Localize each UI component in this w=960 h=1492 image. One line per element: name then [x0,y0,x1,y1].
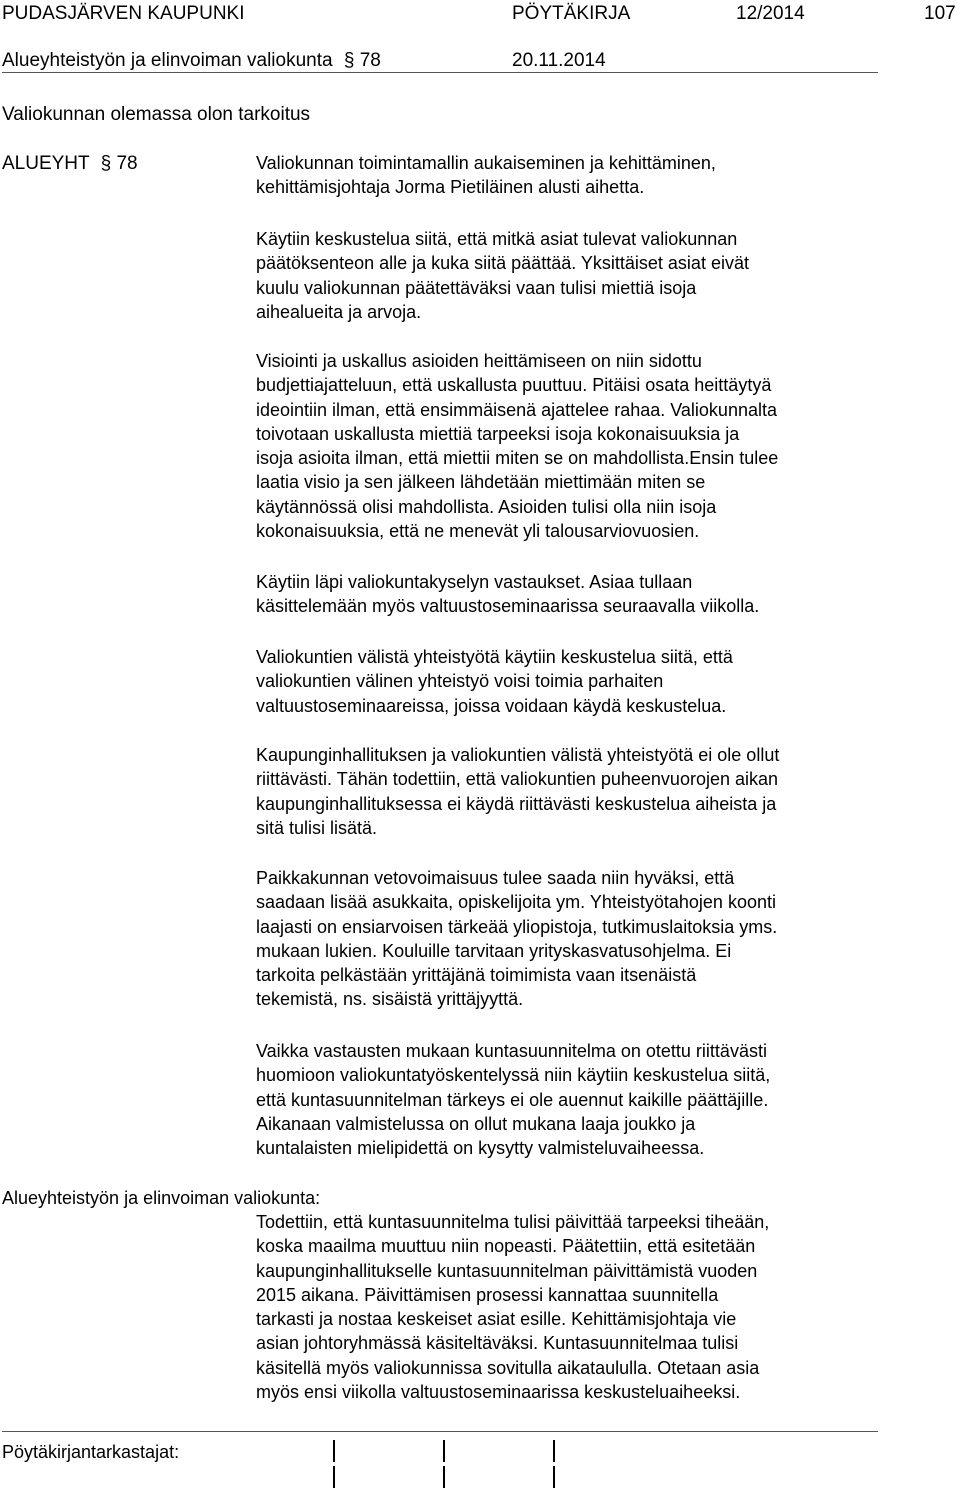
section-number: 78 [359,50,381,71]
signature-field-2b [443,1466,445,1488]
text-line: sitä tulisi lisätä. [256,817,378,838]
decision-label: Alueyhteistyön ja elinvoiman valiokunta: [2,1188,321,1208]
signature-field-2a [443,1440,445,1462]
paragraph-cooperation [256,645,896,718]
text-line: aihealueita ja arvoja. [256,301,422,322]
text-line: riittävästi. Tähän todettiin, että valiokuntien puheenvuorojen aikan [256,769,779,790]
text-line: asian johtoryhmässä käsiteltäväksi. Kuntasuunnitelmaa tulisi [256,1333,739,1354]
text-line: kaupunginhallituksessa ei käydä riittävästi keskustelua aiheista ja [256,793,777,814]
section-code-label: ALUEYHT [2,153,90,174]
text-line: Todettiin, että kuntasuunnitelma tulisi päivittää tarpeeksi tiheään, [256,1212,770,1232]
text-line: Valiokunnan toimintamallin aukaiseminen ja kehittäminen, [256,153,716,173]
text-line: kuntalaisten mielipidettä on kysytty valmisteluvaiheessa. [256,1138,705,1159]
signature-field-1b [333,1466,335,1488]
committee-label: Alueyhteistyön ja elinvoiman valiokunta [2,50,333,71]
text-line: Käytiin läpi valiokuntakyselyn vastaukset. Asiaa tullaan [256,572,693,592]
paragraph-city-board [256,743,896,840]
text-line: valtuustoseminaareissa, joissa voidaan käydä keskustelua. [256,695,727,716]
decision-text [256,1210,896,1404]
municipality-name: PUDASJÄRVEN KAUPUNKI [2,3,245,24]
document-number: 12/2014 [736,3,805,24]
text-line: että kuntasuunnitelman tärkeys ei ole auennut kaikille päättäjille. [256,1089,769,1110]
footer-reviewers-label: Pöytäkirjantarkastajat: [2,1442,180,1462]
text-line: toivotaan uskallusta miettiä tarpeeksi isoja kokonaisuuksia ja [256,423,740,444]
text-line: kaupunginhallitukselle kuntasuunnitelman päivittämistä vuoden [256,1260,758,1281]
text-line: Visiointi ja uskallus asioiden heittämiseen on niin sidottu [256,351,702,371]
text-line: mukaan lukien. Kouluille tarvitaan yrityskasvatusohjelma. Ei [256,940,732,961]
text-line: kuulu valiokunnan päätettäväksi vaan tulisi miettiä isoja [256,277,697,298]
text-line: huomioon valiokuntatyöskentelyssä niin käytiin keskustelua siitä, [256,1065,771,1086]
text-line: Paikkakunnan vetovoimaisuus tulee saada niin hyväksi, että [256,868,735,888]
text-line: tarkoita pelkästään yrittäjänä toimimista vaan itsenäistä [256,965,697,986]
paragraph-municipal-plan [256,1039,896,1160]
text-line: Aikanaan valmistelussa on ollut mukana laaja joukko ja [256,1113,696,1134]
paragraph-attractiveness [256,866,896,1012]
signature-field-3b [553,1466,555,1488]
text-line: valiokuntien välinen yhteistyö voisi toimia parhaiten [256,671,664,692]
text-line: käsitellä myös valiokunnissa sovitulla aikataululla. Otetaan asia [256,1357,760,1378]
text-line: laajasti on ensiarvoisen tärkeää yliopistoja, tutkimuslaitoksia yms. [256,916,778,937]
page-title: Valiokunnan olemassa olon tarkoitus [2,104,311,125]
text-line: ideointiin ilman, että ensimmäisenä ajattelee rahaa. Valiokunnalta [256,399,777,420]
signature-field-1a [333,1440,335,1462]
text-line: Vaikka vastausten mukaan kuntasuunnitelma on otettu riittävästi [256,1041,767,1061]
section-code-symbol: § [100,153,112,174]
text-line: Valiokuntien välistä yhteistyötä käytiin keskustelua siitä, että [256,647,733,667]
signature-field-3a [553,1440,555,1462]
text-line: isoja asioita ilman, että miettii miten se on mahdollista.Ensin tulee [256,448,779,469]
committee-name [2,49,381,73]
text-line: tekemistä, ns. sisäistä yrittäjyyttä. [256,989,524,1010]
footer-rule [2,1431,878,1432]
text-line: tarkasti ja nostaa keskeiset asiat esille. Kehittämisjohtaja vie [256,1309,737,1330]
text-line: kehittämisjohtaja Jorma Pietiläinen alusti aihetta. [256,177,645,198]
text-line: myös ensi viikolla valtuustoseminaarissa keskusteluaiheeksi. [256,1382,741,1403]
text-line: päätöksenteon alle ja kuka siitä päättää. Yksittäiset asiat eivät [256,253,749,274]
text-line: saadaan lisää asukkaita, opiskelijoita ym. Yhteistyötahojen koonti [256,892,776,913]
text-line: budjettiajatteluun, että uskallusta puuttuu. Pitäisi osata heittäytyä [256,375,772,396]
paragraph-vision [256,349,896,543]
page-number: 107 [924,3,956,24]
paragraph-discussion [256,227,896,324]
document-type: PÖYTÄKIRJA [512,3,631,24]
section-symbol: § [343,50,355,71]
text-line: 2015 aikana. Päivittämisen prosessi kannattaa suunnitella [256,1284,719,1305]
text-line: Käytiin keskustelua siitä, että mitkä asiat tulevat valiokunnan [256,229,738,249]
paragraph-survey [256,570,896,619]
text-line: käsittelemään myös valtuustoseminaarissa seuraavalla viikolla. [256,596,760,617]
section-code-number: 78 [116,153,138,174]
text-line: Kaupunginhallituksen ja valiokuntien välistä yhteistyötä ei ole ollut [256,745,780,765]
meeting-date: 20.11.2014 [512,50,606,71]
text-line: laatia visio ja sen jälkeen lähdetään miettimään miten se [256,472,706,493]
header-rule [2,72,878,73]
text-line: käytännössä olisi mahdollista. Asioiden tulisi olla niin isoja [256,496,717,517]
text-line: koska maailma muuttuu niin nopeasti. Päätettiin, että esitetään [256,1236,756,1257]
section-code [2,152,138,176]
paragraph-intro [256,151,896,200]
text-line: kokonaisuuksia, että ne menevät yli talousarviovuosien. [256,521,700,542]
